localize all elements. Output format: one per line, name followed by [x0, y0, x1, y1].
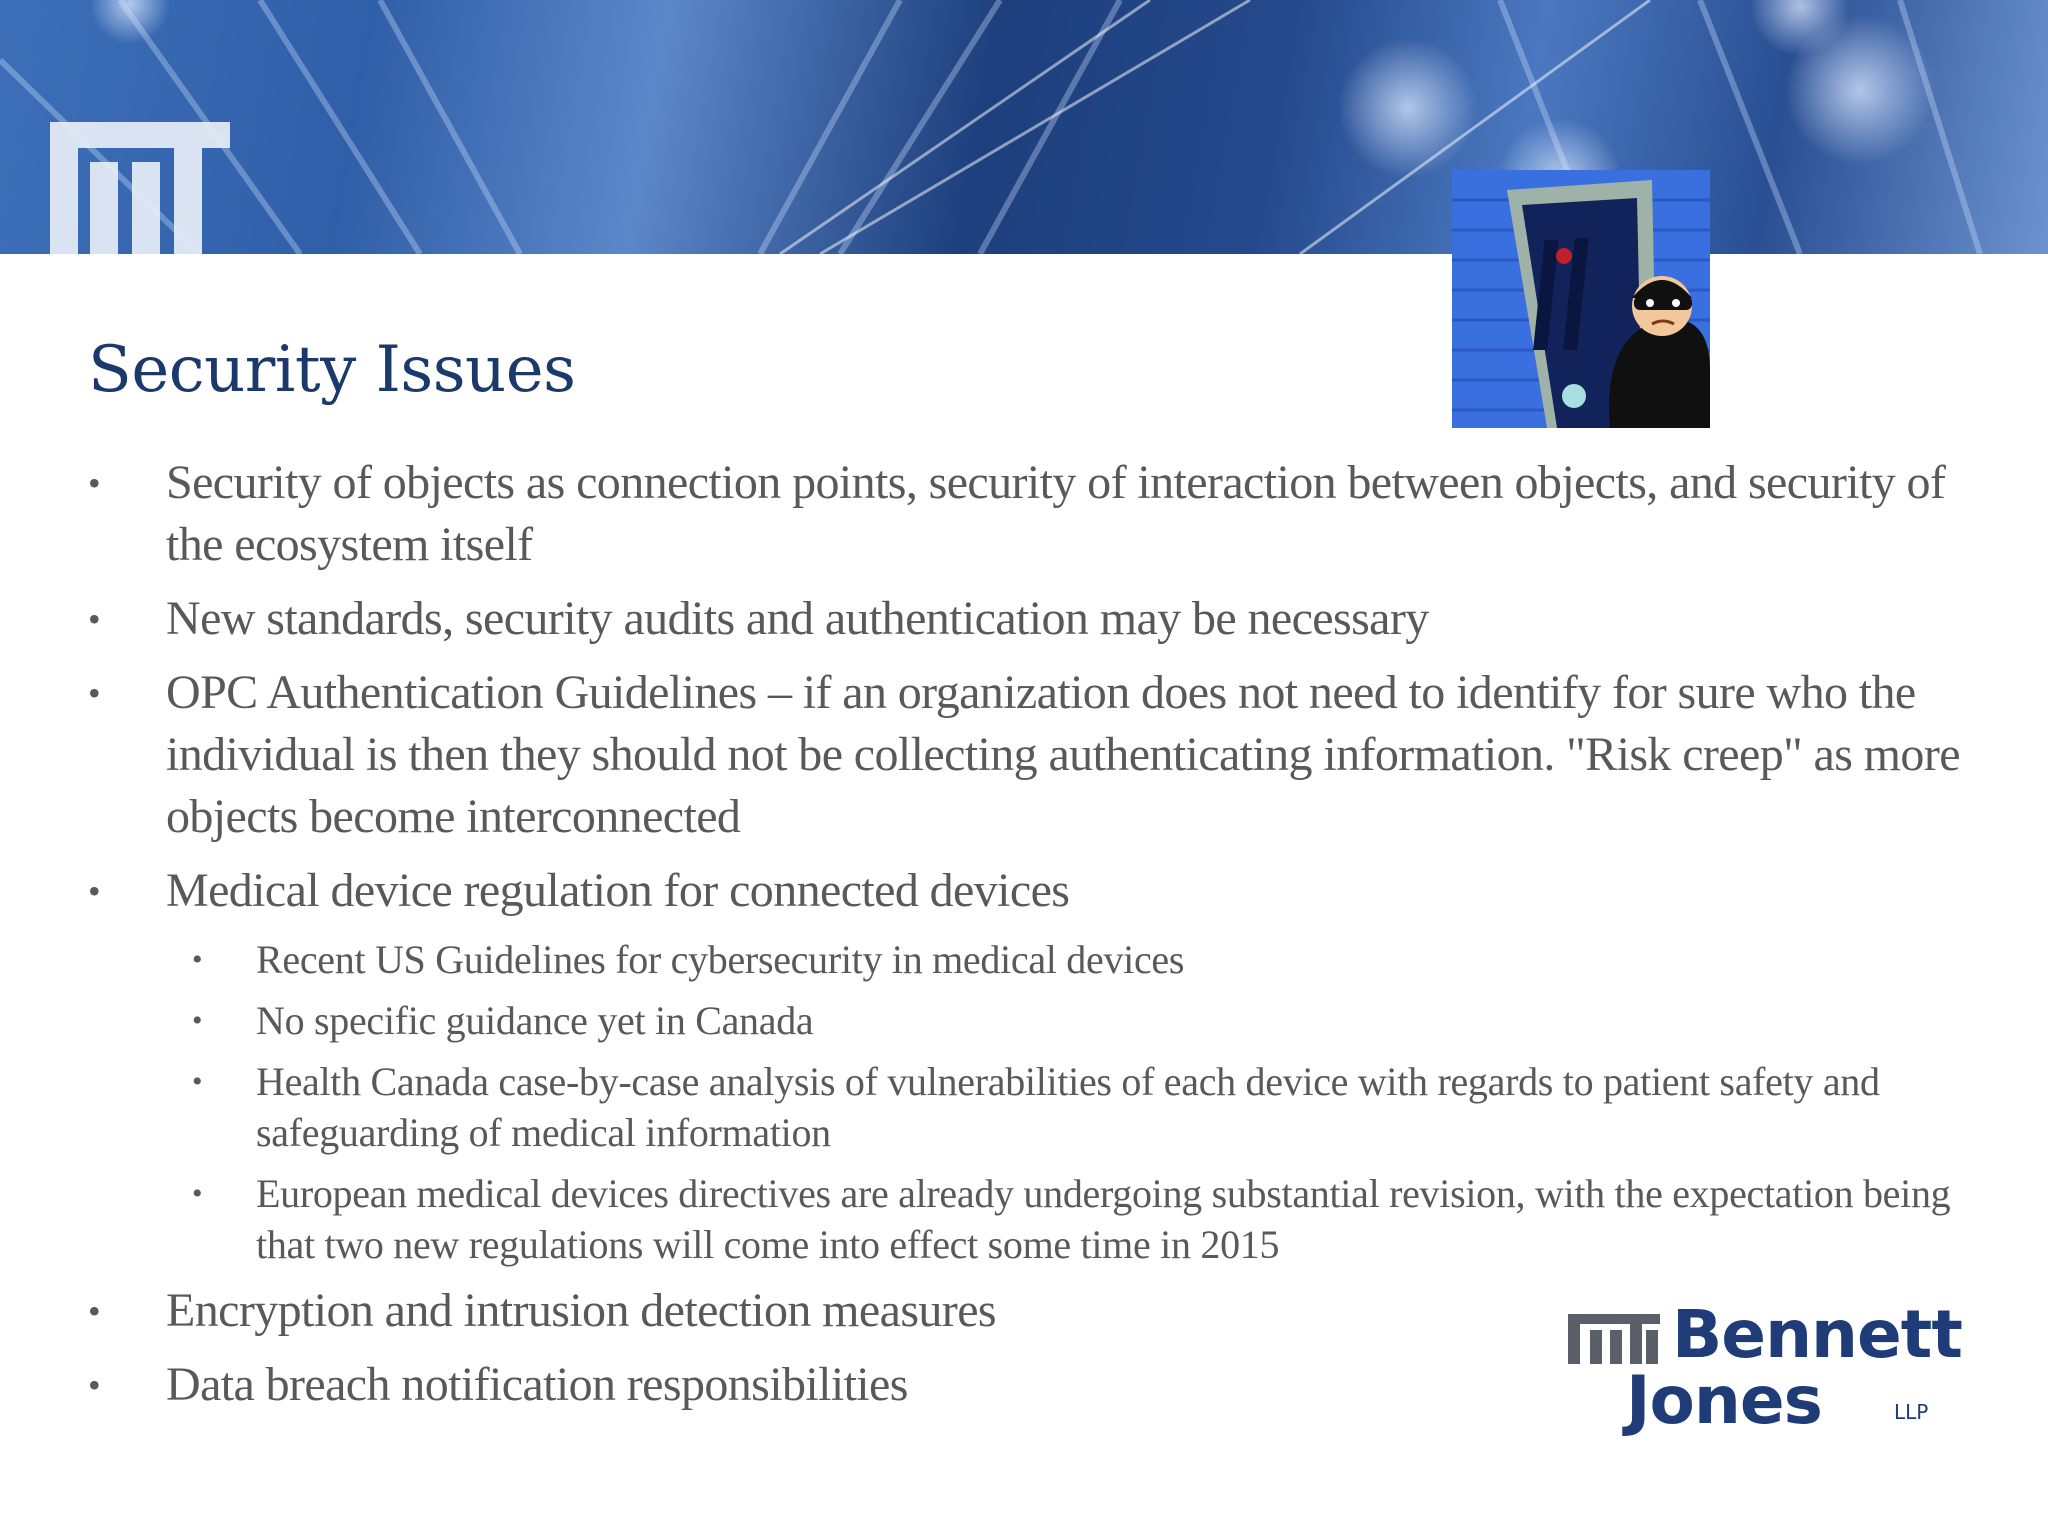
brand-suffix: LLP [1894, 1400, 1929, 1424]
bullet-item: • New standards, security audits and authentication may be necessary [88, 592, 1429, 645]
bullet-text: Data breach notification responsibilities [166, 1358, 908, 1411]
sub-bullet-text: Recent US Guidelines for cybersecurity in medical devices [256, 937, 1185, 982]
firm-logo-mark-icon [50, 122, 230, 254]
bullet-item: • Data breach notification responsibilities [88, 1358, 908, 1411]
bullet-text: Security of objects as connection points, security of interaction between objects, and security of the ecosystem itself [166, 456, 1946, 571]
sub-bullet-item: • No specific guidance yet in Canada [192, 998, 814, 1043]
slide-title: Security Issues [88, 333, 576, 407]
bullet-list [88, 452, 1988, 1428]
bennett-jones-mark-icon [1568, 1314, 1660, 1364]
burglar-at-door-clipart [1452, 170, 1710, 428]
brand-name-word2: Jones [1626, 1362, 1822, 1439]
sub-bullet-item: • Health Canada case-by-case analysis of vulnerabilities of each device with regards to patient safety and safeguarding of medical information [192, 1059, 1880, 1155]
bullet-text: Medical device regulation for connected devices [166, 864, 1070, 917]
sub-bullet-item: • European medical devices directives are already undergoing substantial revision, with the expectation being that two new regulations will come into effect some time in 2015 [192, 1171, 1951, 1267]
sub-bullet-text: European medical devices directives are already undergoing substantial revision, with the expectation being that two new regulations will come into effect some time in 2015 [256, 1171, 1951, 1267]
sub-bullet-text: No specific guidance yet in Canada [256, 998, 814, 1043]
sub-bullet-item: • Recent US Guidelines for cybersecurity in medical devices [192, 937, 1185, 982]
bullet-item: • Encryption and intrusion detection measures [88, 1284, 996, 1337]
bullet-text: Encryption and intrusion detection measures [166, 1284, 996, 1337]
bullet-text: OPC Authentication Guidelines – if an organization does not need to identify for sure who the individual is then they should not be collecting authenticating information. "Risk creep" as more objects become interconnected [166, 666, 1960, 843]
bullet-text: New standards, security audits and authentication may be necessary [166, 592, 1429, 645]
sub-bullet-text: Health Canada case-by-case analysis of vulnerabilities of each device with regards to patient safety and safeguarding of medical information [256, 1059, 1880, 1155]
bennett-jones-logo [1560, 1296, 1962, 1440]
bullet-item: • OPC Authentication Guidelines – if an organization does not need to identify for sure who the individual is then they should not be collecting authenticating information. "Risk creep" as more objects become interconnected [88, 666, 1960, 843]
brand-name-word1: Bennett [1672, 1296, 1962, 1373]
header-banner-image [0, 0, 2048, 254]
bullet-item: • Medical device regulation for connected devices [88, 864, 1070, 917]
bullet-item: • Security of objects as connection points, security of interaction between objects, and security of the ecosystem itself [88, 456, 1946, 571]
fiber-optic-banner [0, 0, 2048, 254]
